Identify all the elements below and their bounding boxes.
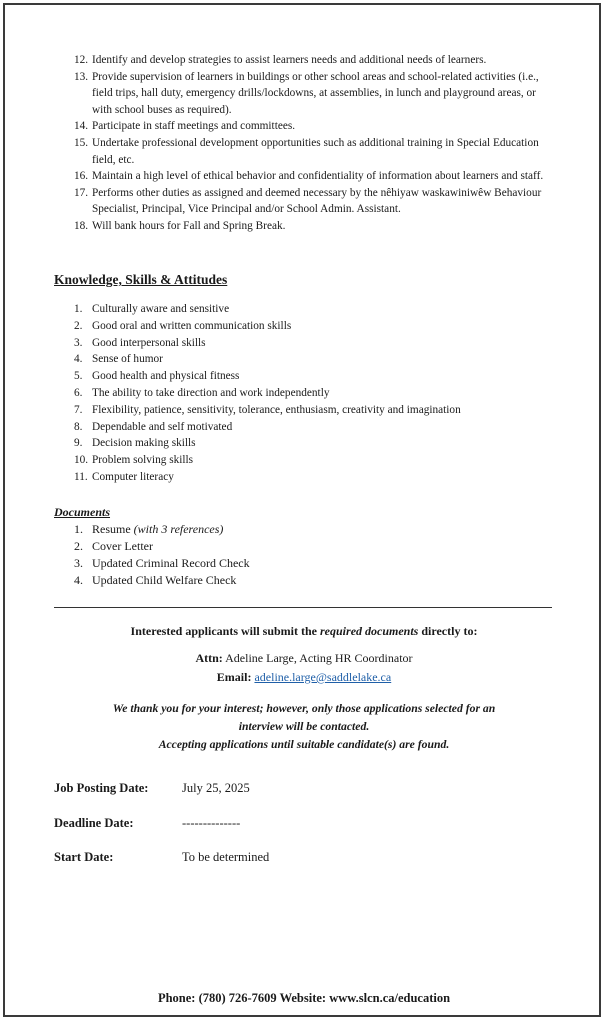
- attention-line: Attn: Adeline Large, Acting HR Coordinator: [195, 651, 413, 665]
- list-item: 3. Updated Criminal Record Check: [74, 556, 250, 570]
- list-item: 2. Cover Letter: [74, 539, 153, 553]
- ksa-heading: Knowledge, Skills & Attitudes: [54, 272, 228, 287]
- list-item: 13. Provide supervision of learners in buildings or other school areas and school-related activities (i.e., field trips, hall duty, emergency drills/lockdowns, at assemblies, in lunch and playground areas, or with school buses as required).: [74, 70, 539, 116]
- contact-footer: Phone: (780) 726-7609 Website: www.slcn.ca/education: [157, 991, 451, 1005]
- list-item: 7. Flexibility, patience, sensitivity, tolerance, enthusiasm, creativity and imagination: [74, 403, 461, 416]
- list-item: 8. Dependable and self motivated: [74, 420, 233, 433]
- list-item: 1. Culturally aware and sensitive: [74, 303, 230, 315]
- email-line: Email: adeline.large@saddlelake.ca: [216, 670, 392, 684]
- list-item: 11. Computer literacy: [74, 470, 174, 483]
- list-item: 12. Identify and develop strategies to assist learners needs and additional needs of learners.: [74, 54, 487, 66]
- documents-list: [74, 521, 494, 589]
- list-item: 10. Problem solving skills: [74, 454, 194, 467]
- list-item: 16. Maintain a high level of ethical behavior and confidentiality of information about learners and staff.: [74, 170, 544, 183]
- list-item: 1. Resume (with 3 references): [74, 522, 224, 536]
- documents-heading: Documents: [54, 505, 111, 519]
- email-link[interactable]: adeline.large@saddlelake.ca: [254, 670, 392, 684]
- thanks-note: We thank you for your interest; however, only those applications selected for an interview will be contacted. Accepting applications until suitable candidate(s) are found.: [112, 702, 496, 751]
- list-item: 4. Updated Child Welfare Check: [74, 573, 237, 587]
- list-item: 17. Performs other duties as assigned and deemed necessary by the nêhiyaw waskawiniwêw Behaviour Specialist, Principal, Vice Principal and/or School Admin. Assistant.: [74, 186, 542, 216]
- list-item: 6. The ability to take direction and work independently: [74, 386, 330, 399]
- list-item: 9. Decision making skills: [74, 437, 196, 450]
- list-item: 2. Good oral and written communication skills: [74, 319, 292, 332]
- duties-list: [74, 52, 556, 235]
- list-item: 5. Good health and physical fitness: [74, 370, 240, 383]
- list-item: 15. Undertake professional development opportunities such as additional training in Special Education field, etc.: [74, 136, 539, 166]
- section-divider: [54, 607, 552, 608]
- submission-instruction: Interested applicants will submit the required documents directly to:: [130, 624, 478, 638]
- list-item: 14. Participate in staff meetings and committees.: [74, 120, 296, 133]
- list-item: 3. Good interpersonal skills: [74, 336, 206, 349]
- ksa-list: [74, 301, 554, 486]
- list-item: 18. Will bank hours for Fall and Spring Break.: [74, 219, 286, 232]
- list-item: 4. Sense of humor: [74, 353, 163, 366]
